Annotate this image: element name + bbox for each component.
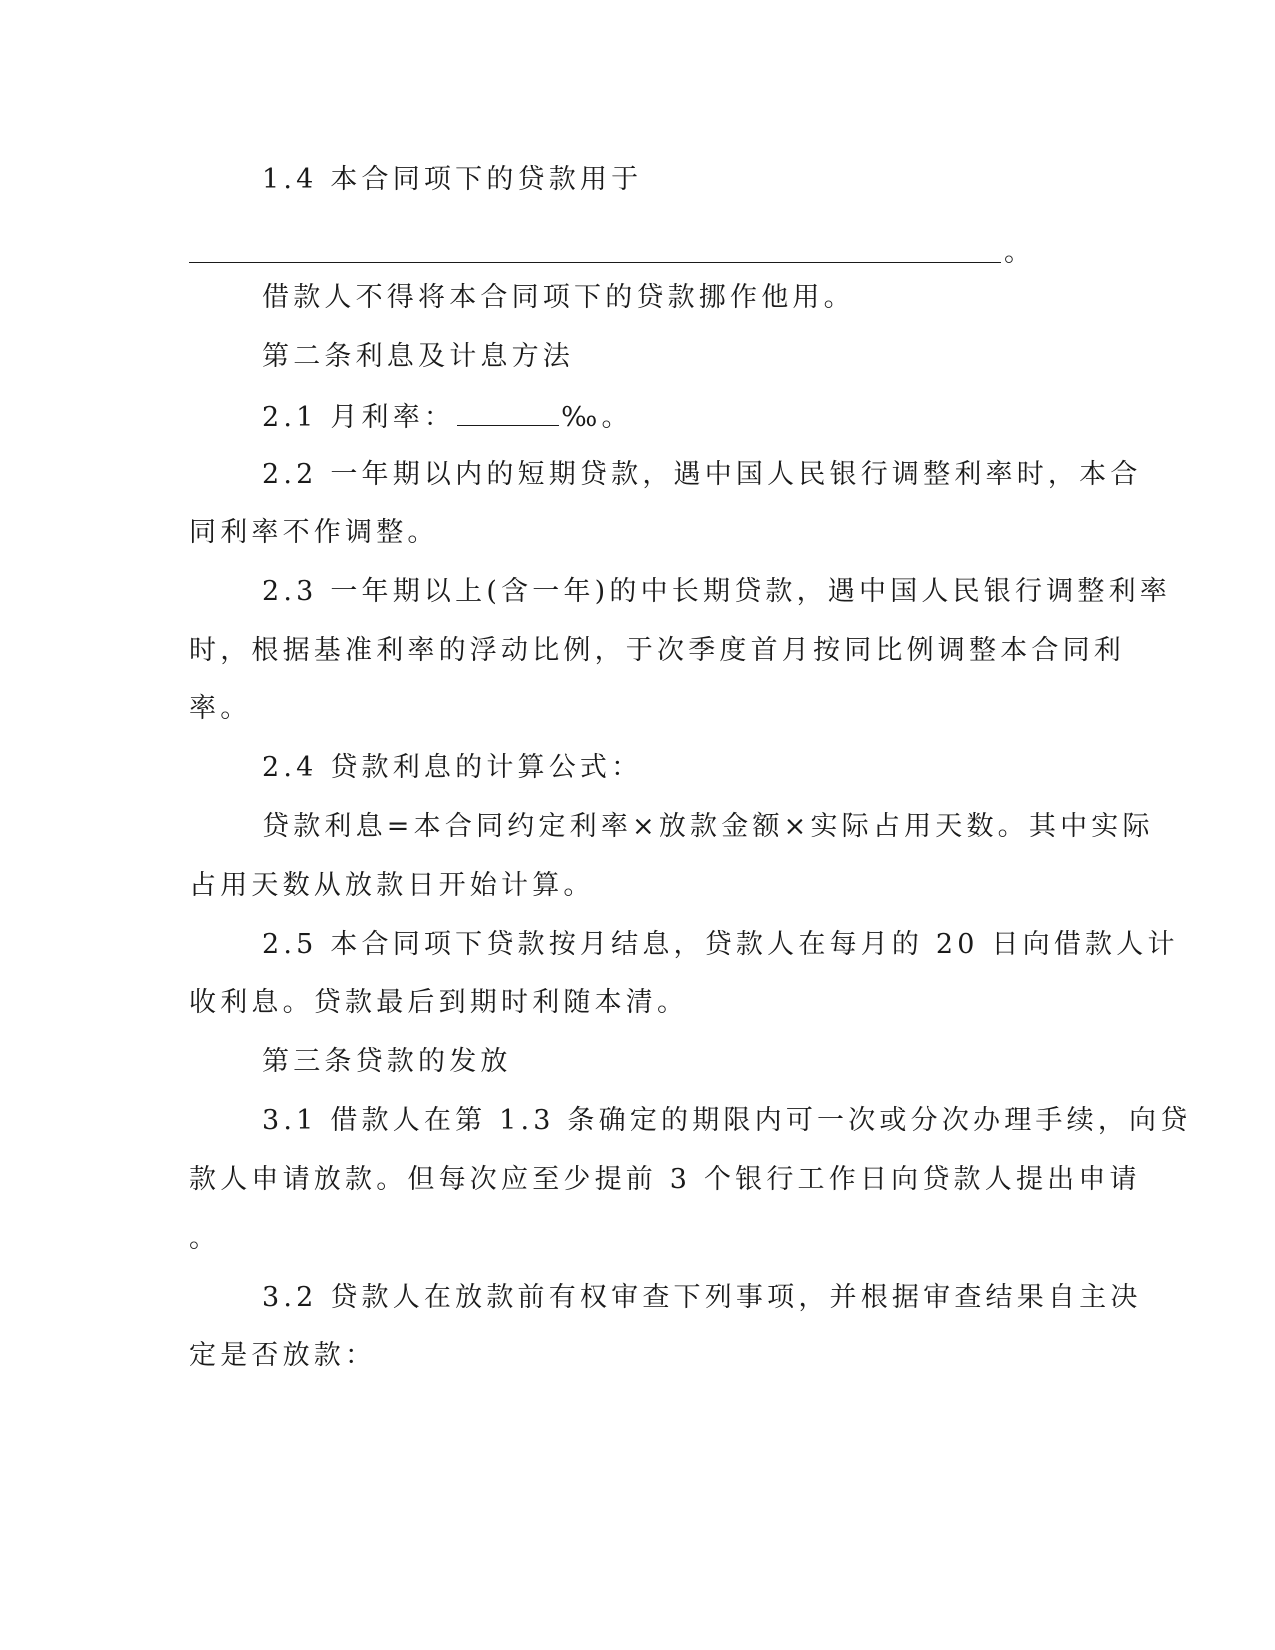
- clause-2-5-line-1: 2.5 本合同项下贷款按月结息，贷款人在每月的 20 日向借款人计: [262, 929, 1179, 960]
- formula-line-2: 占用天数从放款日开始计算。: [189, 870, 595, 901]
- purpose-line-end: 。: [1004, 237, 1031, 268]
- clause-3-1-line-3: 。: [189, 1223, 221, 1254]
- clause-2-4: 2.4 贷款利息的计算公式：: [262, 752, 643, 783]
- rate-suffix: ‰。: [561, 402, 633, 433]
- clause-3-2-line-1: 3.2 贷款人在放款前有权审查下列事项，并根据审查结果自主决: [262, 1282, 1142, 1313]
- misuse-prohibition: 借款人不得将本合同项下的贷款挪作他用。: [262, 282, 855, 313]
- rate-blank: [457, 399, 559, 426]
- clause-3-2-line-2: 定是否放款：: [189, 1340, 377, 1371]
- clause-2-3-line-2: 时，根据基准利率的浮动比例，于次季度首月按同比例调整本合同利: [189, 635, 1125, 666]
- clause-3-1-line-2: 款人申请放款。但每次应至少提前 3 个银行工作日向贷款人提出申请: [189, 1164, 1141, 1195]
- clause-2-2-line-1: 2.2 一年期以内的短期贷款，遇中国人民银行调整利率时，本合: [262, 459, 1142, 490]
- clause-1-4: 1.4 本合同项下的贷款用于: [262, 164, 643, 195]
- purpose-blank-line: [189, 262, 1001, 263]
- article-3-heading: 第三条贷款的发放: [262, 1046, 512, 1077]
- article-2-heading: 第二条利息及计息方法: [262, 341, 574, 372]
- clause-2-2-line-2: 同利率不作调整。: [189, 517, 439, 548]
- clause-2-1: [262, 399, 633, 435]
- formula-line-1: 贷款利息=本合同约定利率×放款金额×实际占用天数。其中实际: [262, 811, 1154, 842]
- clause-3-1-line-1: 3.1 借款人在第 1.3 条确定的期限内可一次或分次办理手续，向贷: [262, 1105, 1192, 1136]
- clause-2-3-line-3: 率。: [189, 693, 252, 724]
- clause-2-3-line-1: 2.3 一年期以上(含一年)的中长期贷款，遇中国人民银行调整利率: [262, 576, 1171, 607]
- rate-label: 2.1 月利率：: [262, 402, 456, 433]
- clause-2-5-line-2: 收利息。贷款最后到期时利随本清。: [189, 987, 689, 1018]
